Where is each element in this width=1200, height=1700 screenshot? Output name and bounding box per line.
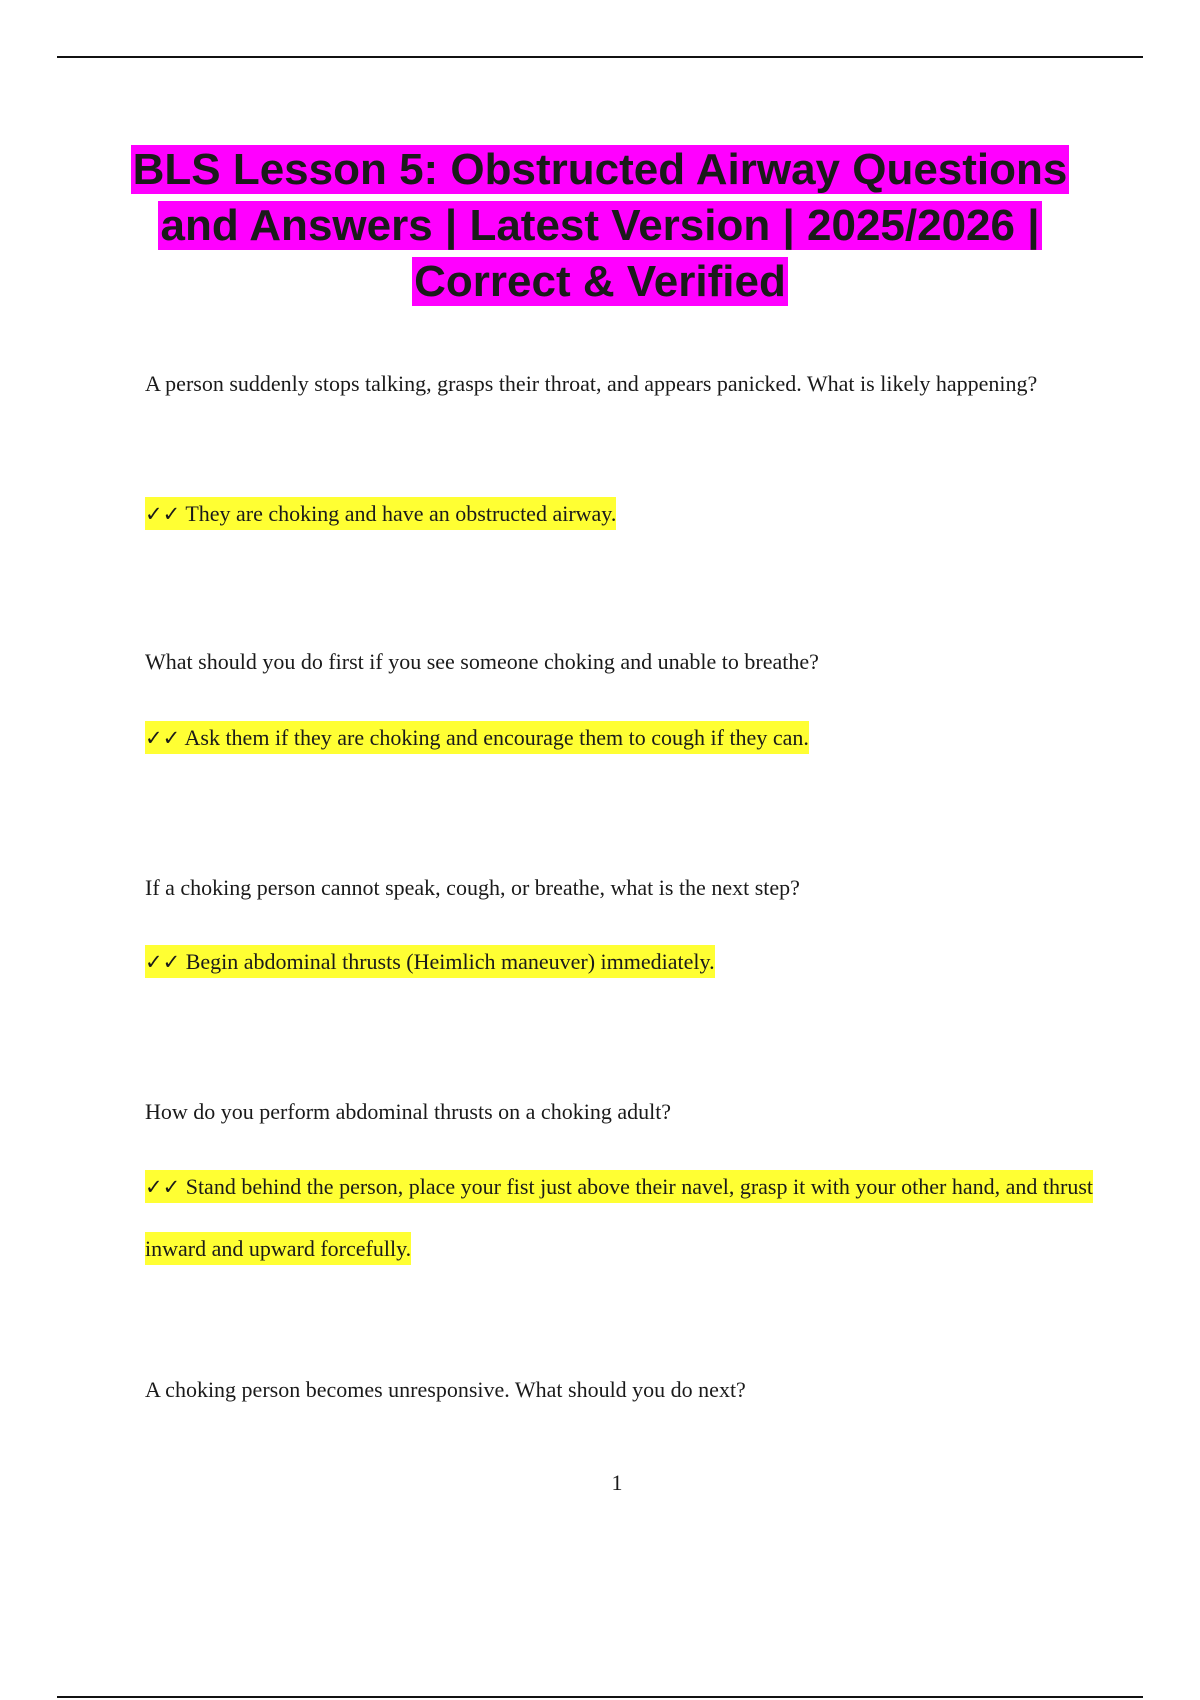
answer-highlight — [145, 945, 715, 978]
answer-3 — [145, 931, 1105, 993]
check-icon: ✓✓ — [145, 950, 181, 974]
page-number: 1 — [611, 1470, 623, 1495]
document-title — [120, 142, 1080, 310]
check-icon: ✓✓ — [145, 1175, 181, 1199]
check-icon: ✓✓ — [145, 726, 181, 750]
document-title-text: BLS Lesson 5: Obstructed Airway Questions and Answers | Latest Version | 2025/2026 | Correct & Verified — [132, 145, 1068, 306]
header-rule — [57, 56, 1143, 58]
answer-highlight — [145, 721, 809, 754]
footer-rule — [57, 1696, 1143, 1698]
answer-text: Begin abdominal thrusts (Heimlich maneuver) immediately. — [185, 949, 715, 974]
question-4: How do you perform abdominal thrusts on a choking adult? — [145, 1099, 672, 1124]
question-5: A choking person becomes unresponsive. What should you do next? — [145, 1377, 746, 1402]
answer-text: Stand behind the person, place your fist just above their navel, grasp it with your other hand, and thrust inward and upward forcefully. — [145, 1174, 1093, 1261]
answer-2 — [145, 707, 1105, 769]
question-2: What should you do first if you see someone choking and unable to breathe? — [145, 649, 819, 674]
question-1: A person suddenly stops talking, grasps their throat, and appears panicked. What is likely happening? — [145, 371, 1038, 396]
check-icon: ✓✓ — [145, 502, 181, 526]
question-3: If a choking person cannot speak, cough, or breathe, what is the next step? — [145, 875, 800, 900]
answer-highlight — [145, 497, 616, 530]
answer-text: They are choking and have an obstructed airway. — [185, 501, 617, 526]
answer-highlight — [145, 1170, 1093, 1265]
answer-4 — [145, 1156, 1105, 1279]
answer-1 — [145, 483, 1105, 545]
answer-text: Ask them if they are choking and encourage them to cough if they can. — [184, 725, 809, 750]
